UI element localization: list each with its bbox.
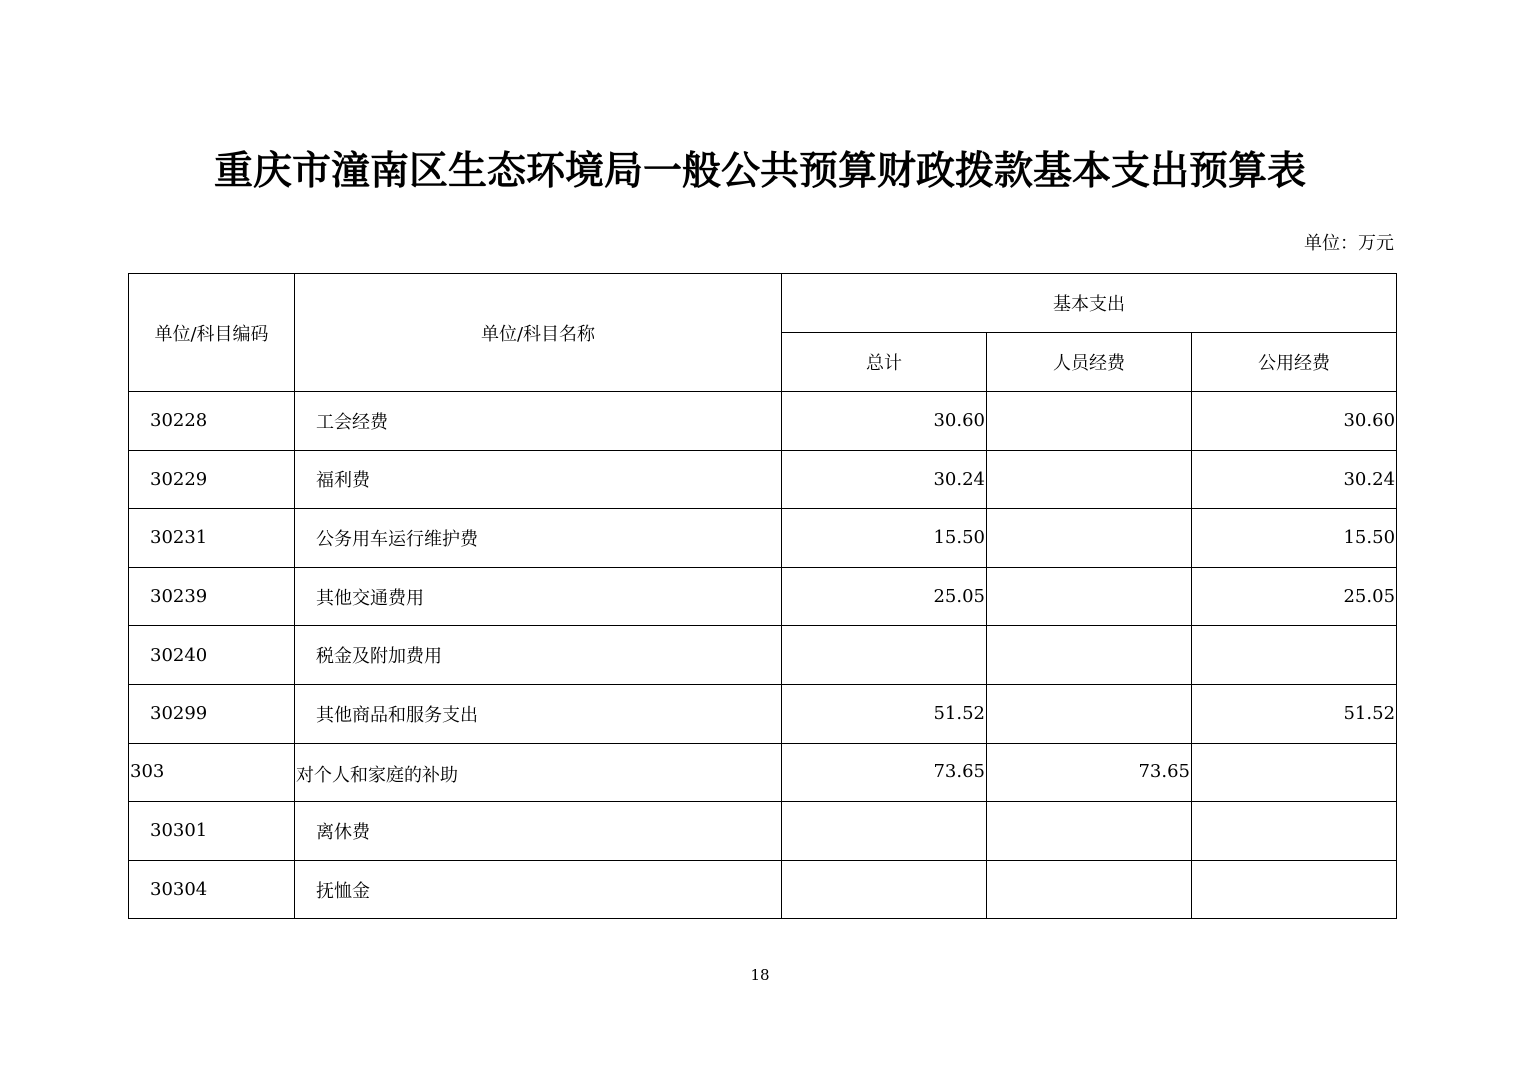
table-row <box>129 802 1397 861</box>
row-personnel <box>987 509 1192 568</box>
table-row <box>129 450 1397 509</box>
row-code: 30229 <box>129 450 295 509</box>
row-code: 30301 <box>129 802 295 861</box>
header-total: 总计 <box>782 333 987 392</box>
row-name: 抚恤金 <box>295 860 782 919</box>
row-personnel <box>987 860 1192 919</box>
table-row-category <box>129 743 1397 802</box>
row-public: 51.52 <box>1192 684 1397 743</box>
header-basic-expenditure: 基本支出 <box>782 274 1397 333</box>
row-total: 15.50 <box>782 509 987 568</box>
header-public: 公用经费 <box>1192 333 1397 392</box>
row-name: 其他商品和服务支出 <box>295 684 782 743</box>
header-personnel: 人员经费 <box>987 333 1192 392</box>
row-name: 税金及附加费用 <box>295 626 782 685</box>
header-code: 单位/科目编码 <box>129 274 295 392</box>
row-personnel: 73.65 <box>987 743 1192 802</box>
row-total: 30.24 <box>782 450 987 509</box>
row-personnel <box>987 802 1192 861</box>
row-public: 30.24 <box>1192 450 1397 509</box>
row-code: 30239 <box>129 567 295 626</box>
row-public <box>1192 626 1397 685</box>
row-name: 福利费 <box>295 450 782 509</box>
table-row <box>129 626 1397 685</box>
row-public: 30.60 <box>1192 392 1397 451</box>
table-row <box>129 567 1397 626</box>
table-row <box>129 392 1397 451</box>
row-personnel <box>987 684 1192 743</box>
table-row <box>129 860 1397 919</box>
row-personnel <box>987 392 1192 451</box>
row-total <box>782 626 987 685</box>
row-personnel <box>987 626 1192 685</box>
row-code: 30231 <box>129 509 295 568</box>
row-code: 30304 <box>129 860 295 919</box>
row-code: 30299 <box>129 684 295 743</box>
row-code: 30240 <box>129 626 295 685</box>
row-public: 25.05 <box>1192 567 1397 626</box>
row-public <box>1192 802 1397 861</box>
row-total: 51.52 <box>782 684 987 743</box>
row-total <box>782 860 987 919</box>
header-row <box>129 274 1397 333</box>
row-total <box>782 802 987 861</box>
budget-table <box>128 273 1397 919</box>
table-row <box>129 684 1397 743</box>
row-code: 303 <box>129 743 295 802</box>
row-name: 对个人和家庭的补助 <box>295 743 782 802</box>
unit-label: 单位：万元 <box>1304 233 1394 254</box>
page-title: 重庆市潼南区生态环境局一般公共预算财政拨款基本支出预算表 <box>213 148 1306 194</box>
row-code: 30228 <box>129 392 295 451</box>
header-name: 单位/科目名称 <box>295 274 782 392</box>
row-total: 30.60 <box>782 392 987 451</box>
page-number: 18 <box>750 966 770 984</box>
row-public <box>1192 743 1397 802</box>
row-public: 15.50 <box>1192 509 1397 568</box>
row-total: 25.05 <box>782 567 987 626</box>
row-public <box>1192 860 1397 919</box>
row-total: 73.65 <box>782 743 987 802</box>
row-personnel <box>987 567 1192 626</box>
row-name: 公务用车运行维护费 <box>295 509 782 568</box>
row-name: 工会经费 <box>295 392 782 451</box>
row-name: 离休费 <box>295 802 782 861</box>
row-personnel <box>987 450 1192 509</box>
row-name: 其他交通费用 <box>295 567 782 626</box>
table-row <box>129 509 1397 568</box>
